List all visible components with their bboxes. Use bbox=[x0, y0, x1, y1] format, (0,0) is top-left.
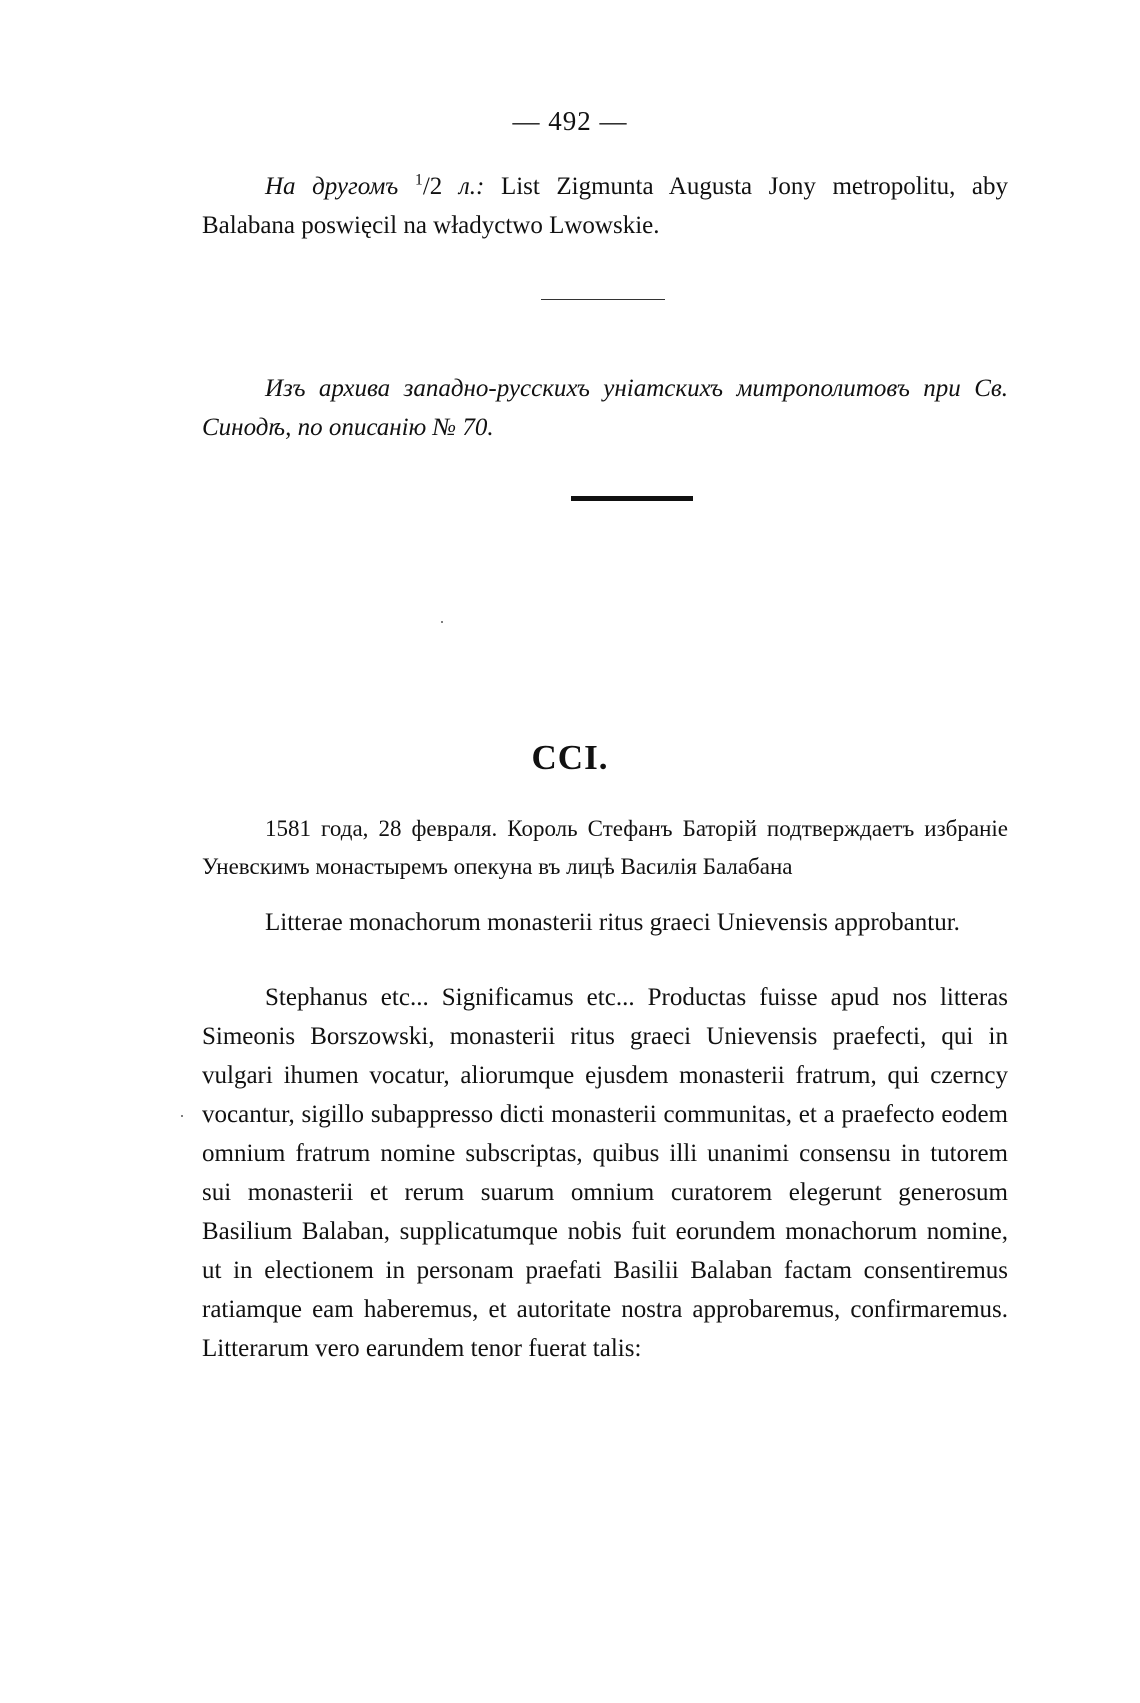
document-body bbox=[202, 978, 1008, 1368]
thick-divider bbox=[571, 496, 693, 501]
leaf-note bbox=[202, 167, 1008, 245]
document-number-heading: CCI. bbox=[531, 738, 609, 777]
speck-mark bbox=[441, 621, 443, 623]
speck-mark bbox=[181, 1115, 183, 1117]
leaf-note-leaf: л.: bbox=[458, 173, 485, 200]
page-number: — 492 — bbox=[512, 106, 628, 136]
leaf-fraction-numerator: 1 bbox=[414, 171, 423, 189]
thin-divider bbox=[541, 299, 665, 300]
document-summary bbox=[202, 810, 1008, 886]
latin-title-text: Litterae monachorum monasterii ritus graeci Unievensis approbantur. bbox=[265, 909, 960, 936]
document-body-text: Stephanus etc... Significamus etc... Productas fuisse apud nos litteras Simeonis Borszowski, monasterii ritus graeci Unievensis praefecti, qui in vulgari ihumen vocatur, aliorumque ejusdem monasterii fratrum, qui czerncy vocantur, sigillo subappresso dicti monasterii communitas, et a praefecto eodem omnium fratrum nomine subscriptas, quibus illi unanimi consensu in tutorem sui monasterii et rerum suarum omnium curatorem elegerunt generosum Basilium Balaban, supplicatumque nobis fuit eorundem monachorum nomine, ut in electionem in personam praefati Basilii Balaban factam consentiremus ratiamque eam haberemus, et autoritate nostra approbaremus, confirmaremus. Litterarum vero earundem tenor fuerat talis: bbox=[202, 984, 1008, 1362]
archive-source-note bbox=[202, 369, 1008, 447]
archive-source-text: Изъ архива западно-русскихъ уніатскихъ митрополитовъ при Св. Синодѣ, по описанію № 70. bbox=[202, 375, 1008, 441]
leaf-fraction-denominator: /2 bbox=[422, 173, 443, 200]
leaf-note-prefix: На другомъ bbox=[265, 173, 399, 200]
latin-title bbox=[202, 903, 1008, 942]
document-summary-text: 1581 года, 28 февраля. Король Стефанъ Баторій подтверждаетъ избраніе Уневскимъ монастыремъ опекуна въ лицѣ Василія Балабана bbox=[202, 816, 1008, 879]
leaf-note-text: List Zigmunta Augusta Jony metropolitu, aby Balabana poswięcil na władyctwo Lwowskie. bbox=[202, 173, 1009, 239]
